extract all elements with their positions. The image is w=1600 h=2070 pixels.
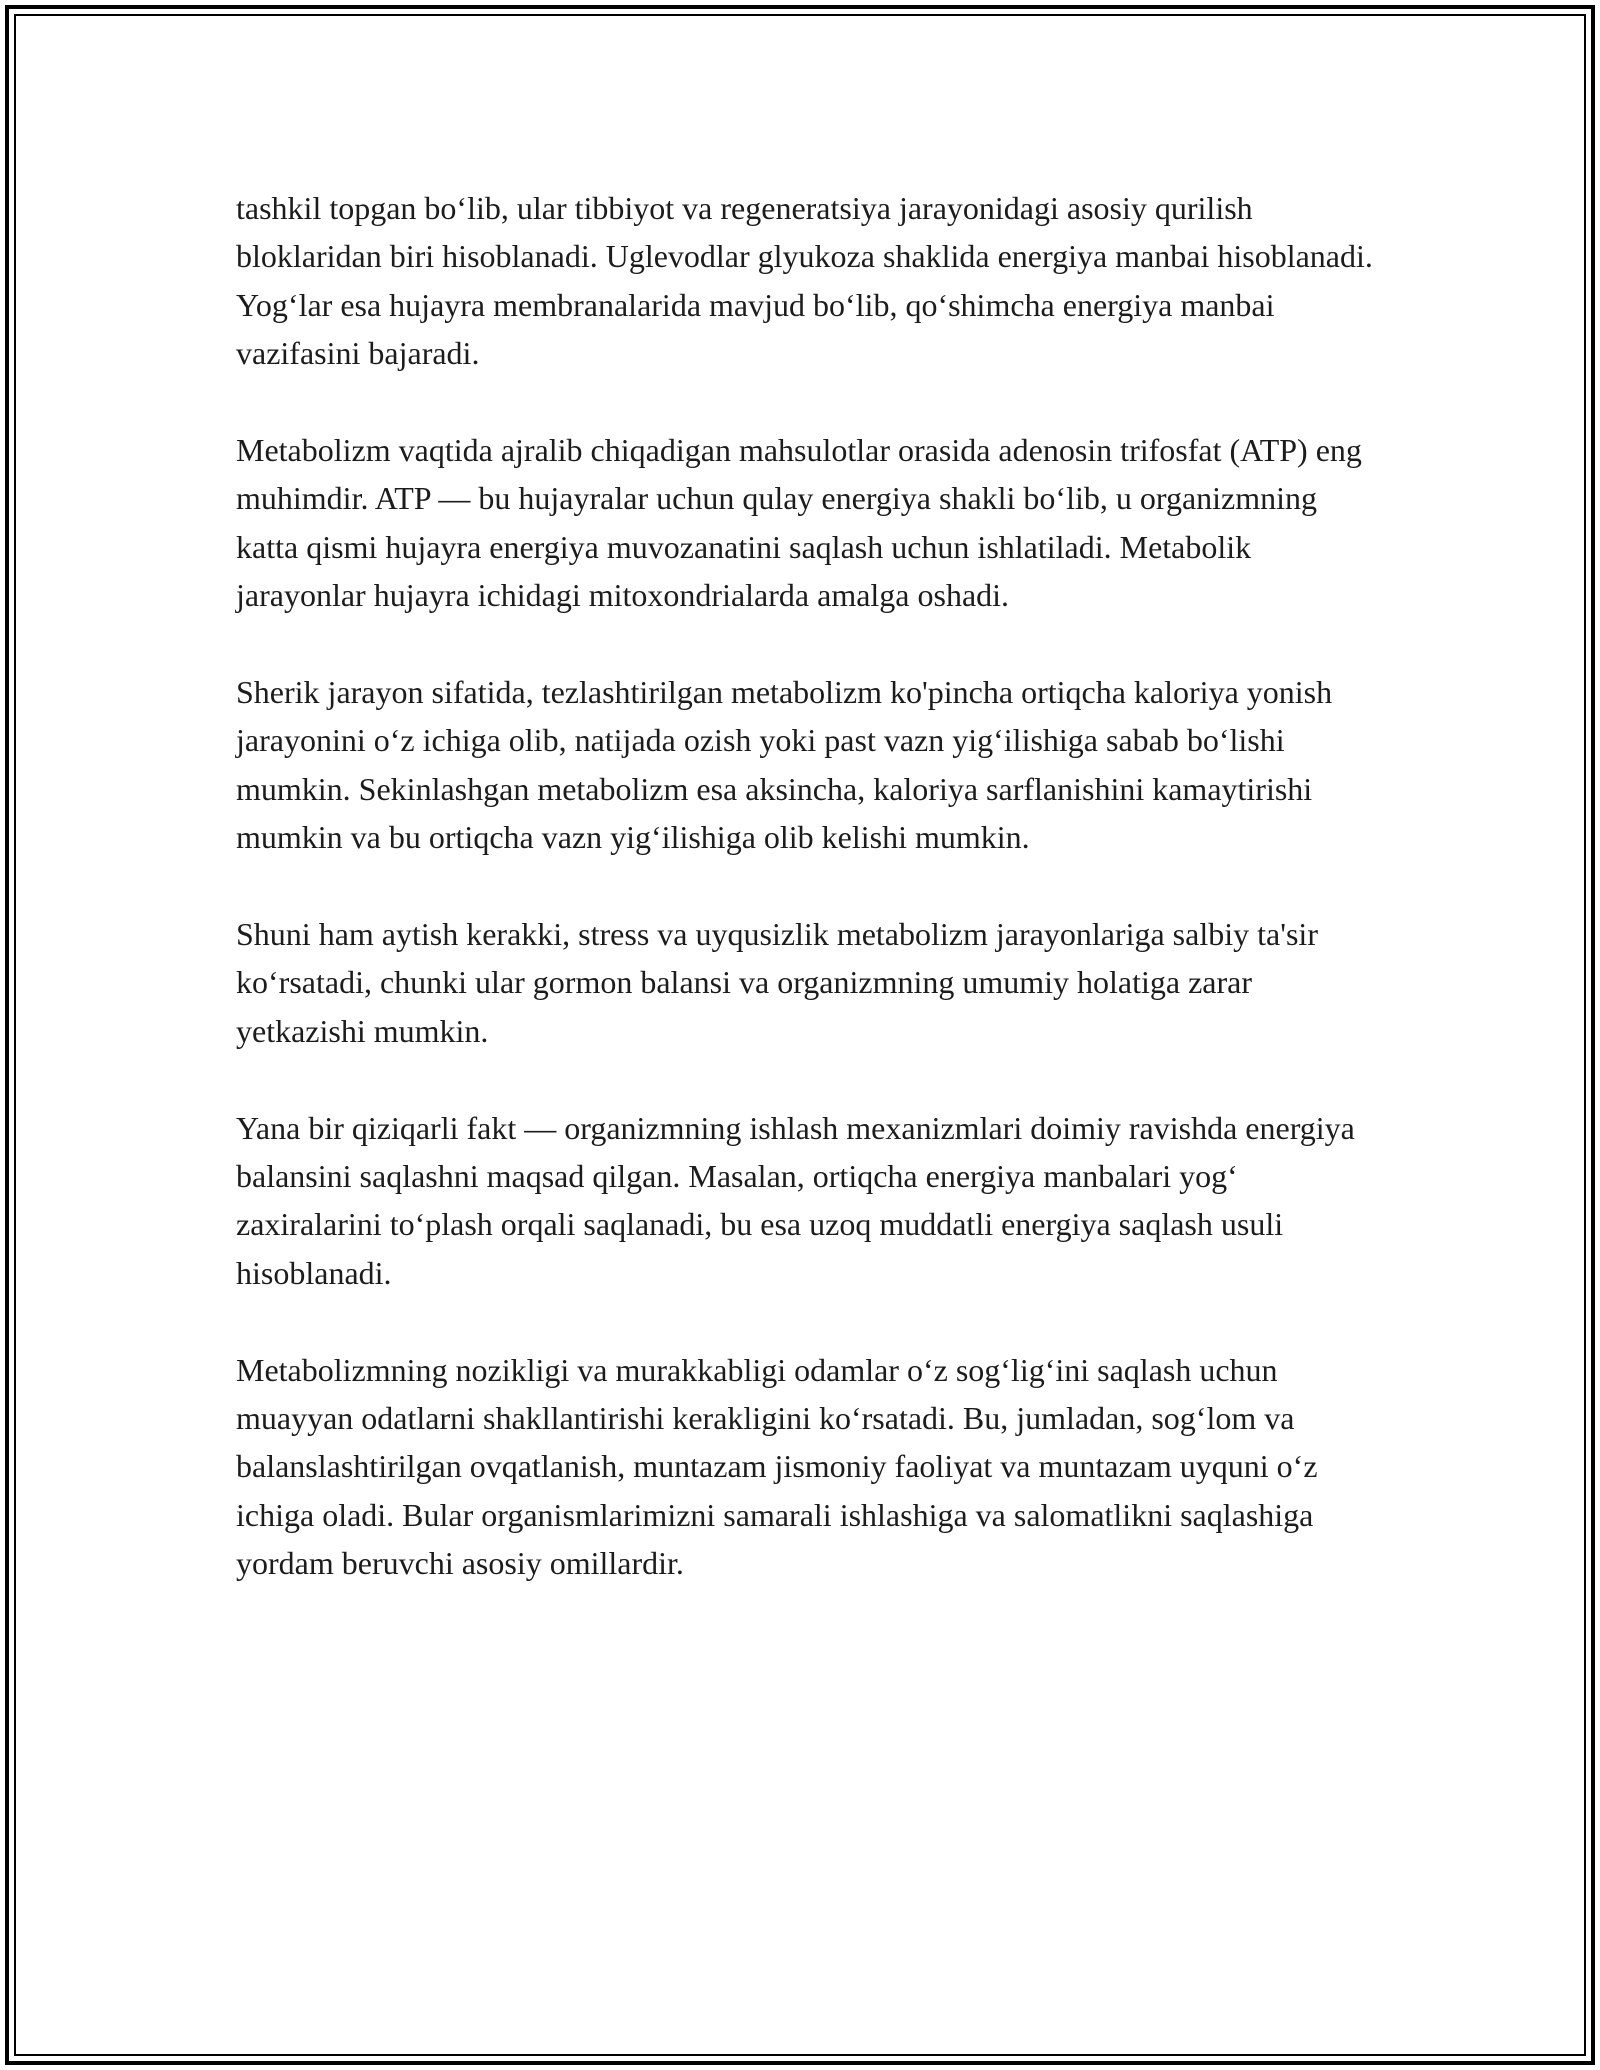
paragraph: Sherik jarayon sifatida, tezlashtirilgan metabolizm ko'pincha ortiqcha kaloriya yonish jarayonini o‘z ichiga olib, natijada ozish yoki past vazn yig‘ilishiga sabab bo‘lishi mumkin. Sekinlashgan metabolizm esa aksincha, kaloriya sarflanishini kamaytirishi mumkin va bu ortiqcha vazn yig‘ilishiga olib kelishi mumkin. — [236, 674, 1333, 856]
paragraph: Metabolizmning nozikligi va murakkabligi odamlar o‘z sog‘lig‘ini saqlash uchun muayyan odatlarni shakllantirishi kerakligini ko‘rsatadi. Bu, jumladan, sog‘lom va balanslashtirilgan ovqatlanish, muntazam jismoniy faoliyat va muntazam uyquni o‘z ichiga oladi. Bular organismlarimizni samarali ishlashiga va salomatlikni saqlashiga yordam beruvchi asosiy omillardir. — [236, 1351, 1318, 1582]
paragraph: Shuni ham aytish kerakki, stress va uyqusizlik metabolizm jarayonlariga salbiy ta'sir ko‘rsatadi, chunki ular gormon balansi va organizmning umumiy holatiga zarar yetkazishi mumkin. — [236, 916, 1318, 1049]
paragraph: Yana bir qiziqarli fakt — organizmning ishlash mexanizmlari doimiy ravishda energiya balansini saqlashni maqsad qilgan. Masalan, ortiqcha energiya manbalari yog‘ zaxiralarini to‘plash orqali saqlanadi, bu esa uzoq muddatli energiya saqlash usuli hisoblanadi. — [236, 1109, 1355, 1291]
paragraph: Metabolizm vaqtida ajralib chiqadigan mahsulotlar orasida adenosin trifosfat (ATP) eng muhimdir. ATP — bu hujayralar uchun qulay energiya shakli bo‘lib, u organizmning katta qismi hujayra energiya muvozanatini saqlash uchun ishlatiladi. Metabolik jarayonlar hujayra ichidagi mitoxondrialarda amalga oshadi. — [236, 432, 1362, 614]
document-body — [236, 184, 1376, 1588]
paragraph: tashkil topgan bo‘lib, ular tibbiyot va regeneratsiya jarayonidagi asosiy qurilish bloklaridan biri hisoblanadi. Uglevodlar glyukoza shaklida energiya manbai hisoblanadi. Yog‘lar esa hujayra membranalarida mavjud bo‘lib, qo‘shimcha energiya manbai vazifasini bajaradi. — [236, 190, 1373, 372]
